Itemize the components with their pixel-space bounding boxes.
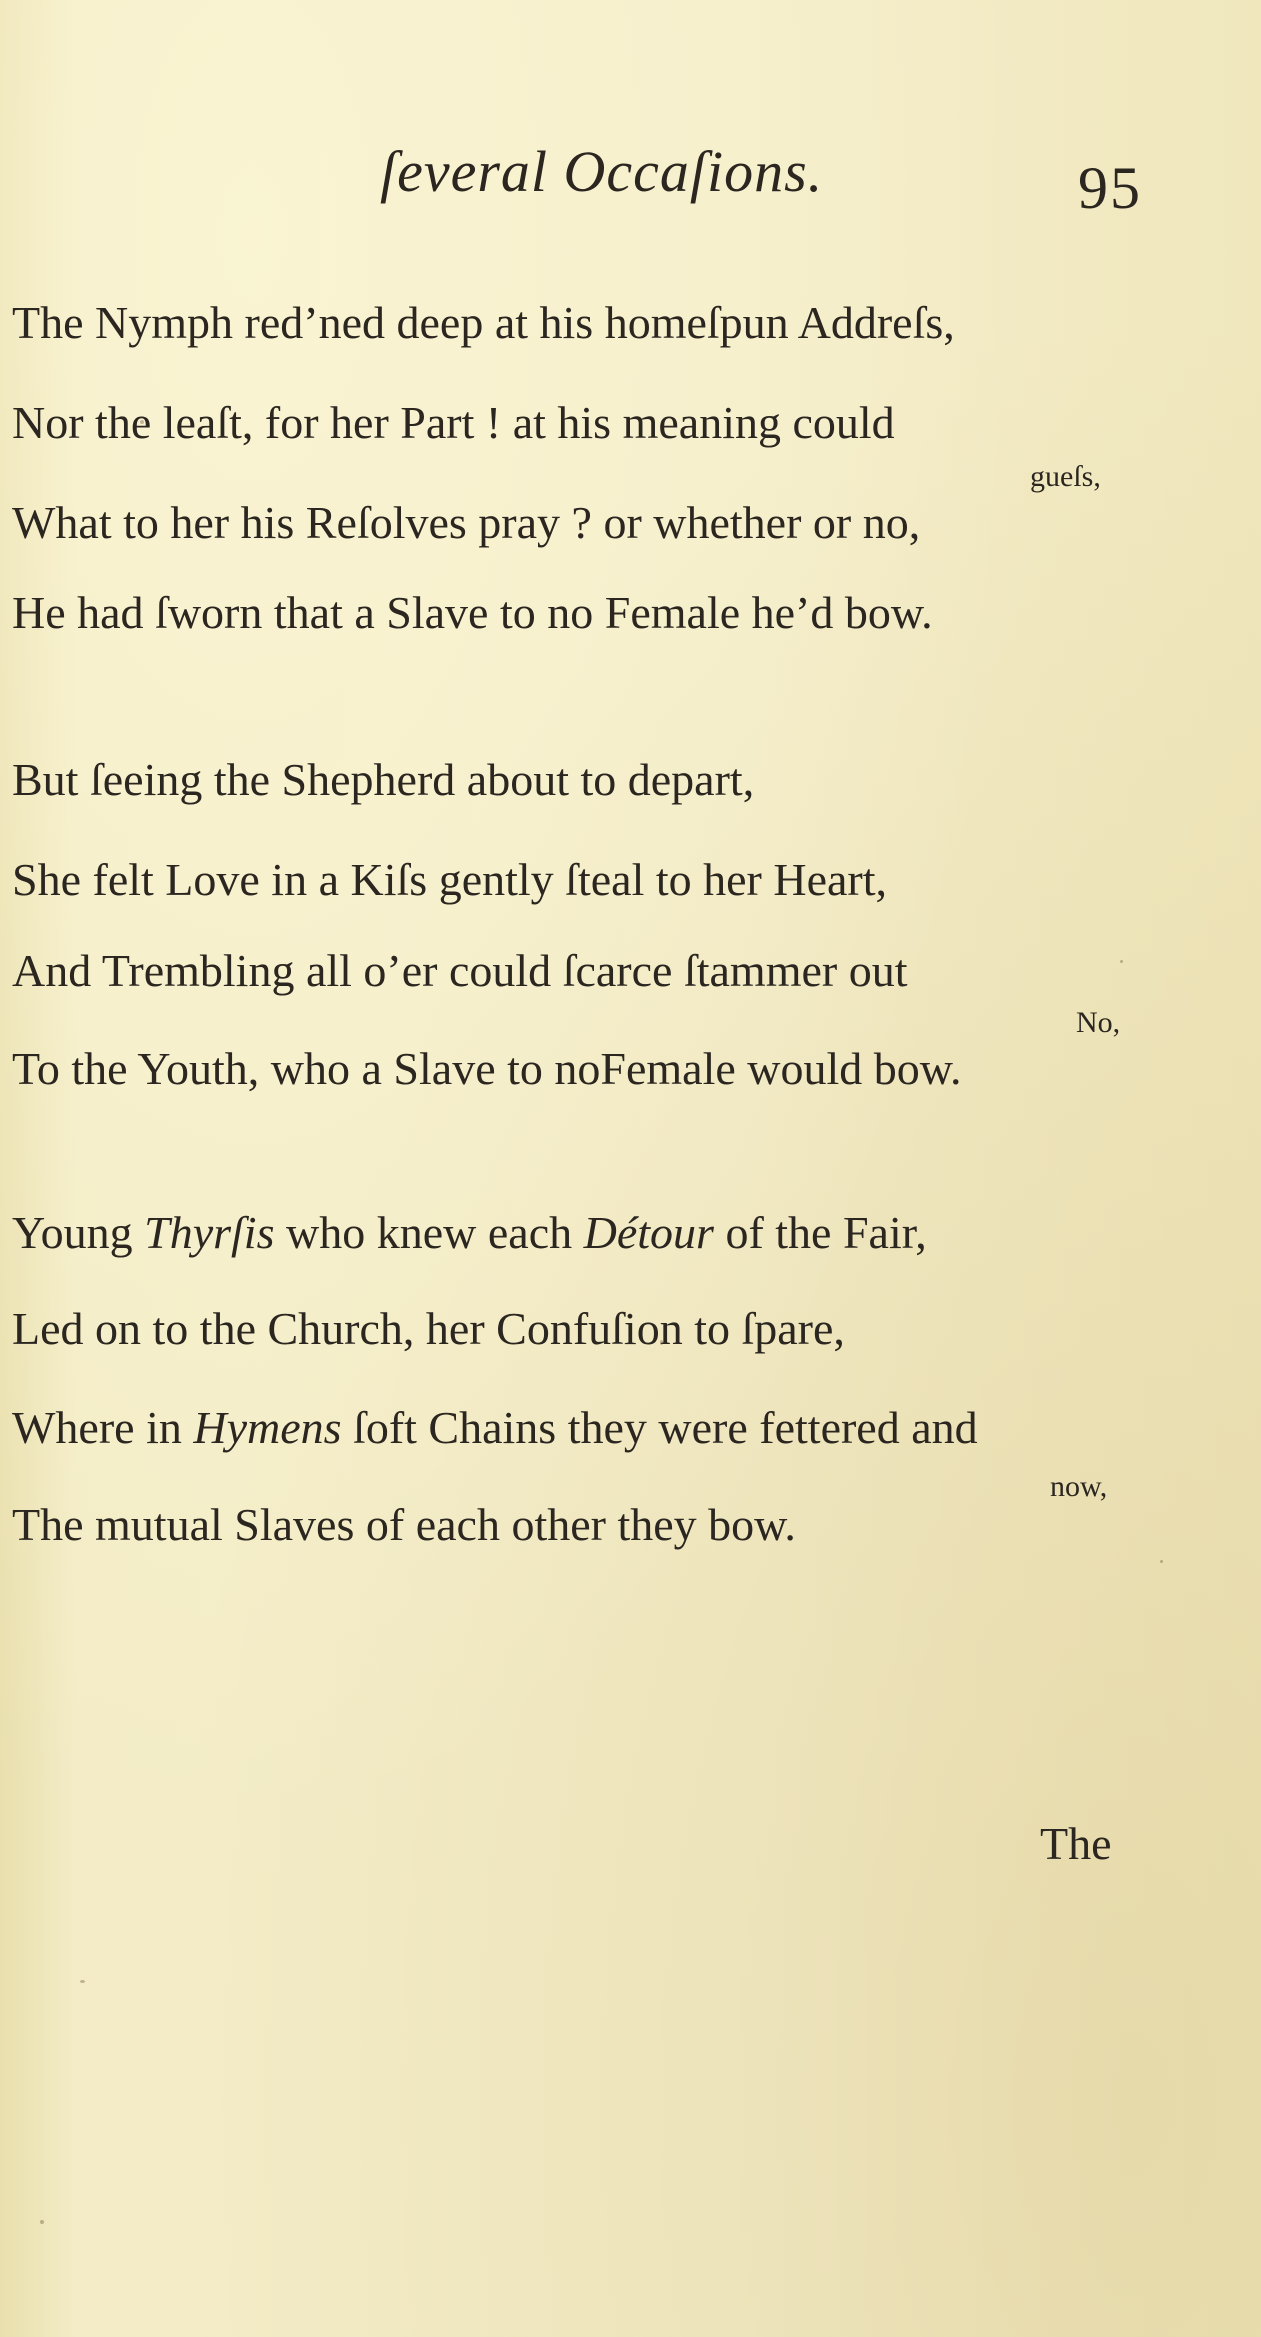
verse-line: She felt Love in a Kiſs gently ſteal to her Heart, [12,854,888,905]
page-number: 95 [1078,155,1142,221]
verse-line: The Nymph red’ned deep at his homeſpun Addreſs, [12,297,955,348]
turnover-word: now, [1050,1470,1108,1503]
turnover-word: gueſs, [1030,460,1101,493]
verse-line: Led on to the Church, her Confuſion to ſpare, [12,1303,845,1354]
verse-line: And Trembling all o’er could ſcarce ſtammer out [12,945,908,996]
verse-line: To the Youth, who a Slave to noFemale would bow. [12,1043,962,1094]
verse-line: The mutual Slaves of each other they bow. [12,1499,796,1550]
verse-line: Nor the leaſt, for her Part ! at his meaning could [12,397,895,448]
verse-line: But ſeeing the Shepherd about to depart, [12,754,755,805]
verse-line: He had ſworn that a Slave to no Female he’d bow. [12,587,933,638]
verse-line: What to her his Reſolves pray ? or whether or no, [12,497,921,548]
italic-word: Détour [583,1207,714,1258]
verse-line: Young Thyrſis who knew each Détour of the Fair, [12,1207,927,1258]
verse-line: Where in Hymens ſoft Chains they were fettered and [12,1402,978,1453]
catchword: The [1040,1818,1112,1869]
italic-name: Thyrſis [144,1207,275,1258]
turnover-word: No, [1076,1006,1121,1039]
running-head: ſeveral Occaſions. [380,139,824,204]
italic-name: Hymens [193,1402,342,1453]
